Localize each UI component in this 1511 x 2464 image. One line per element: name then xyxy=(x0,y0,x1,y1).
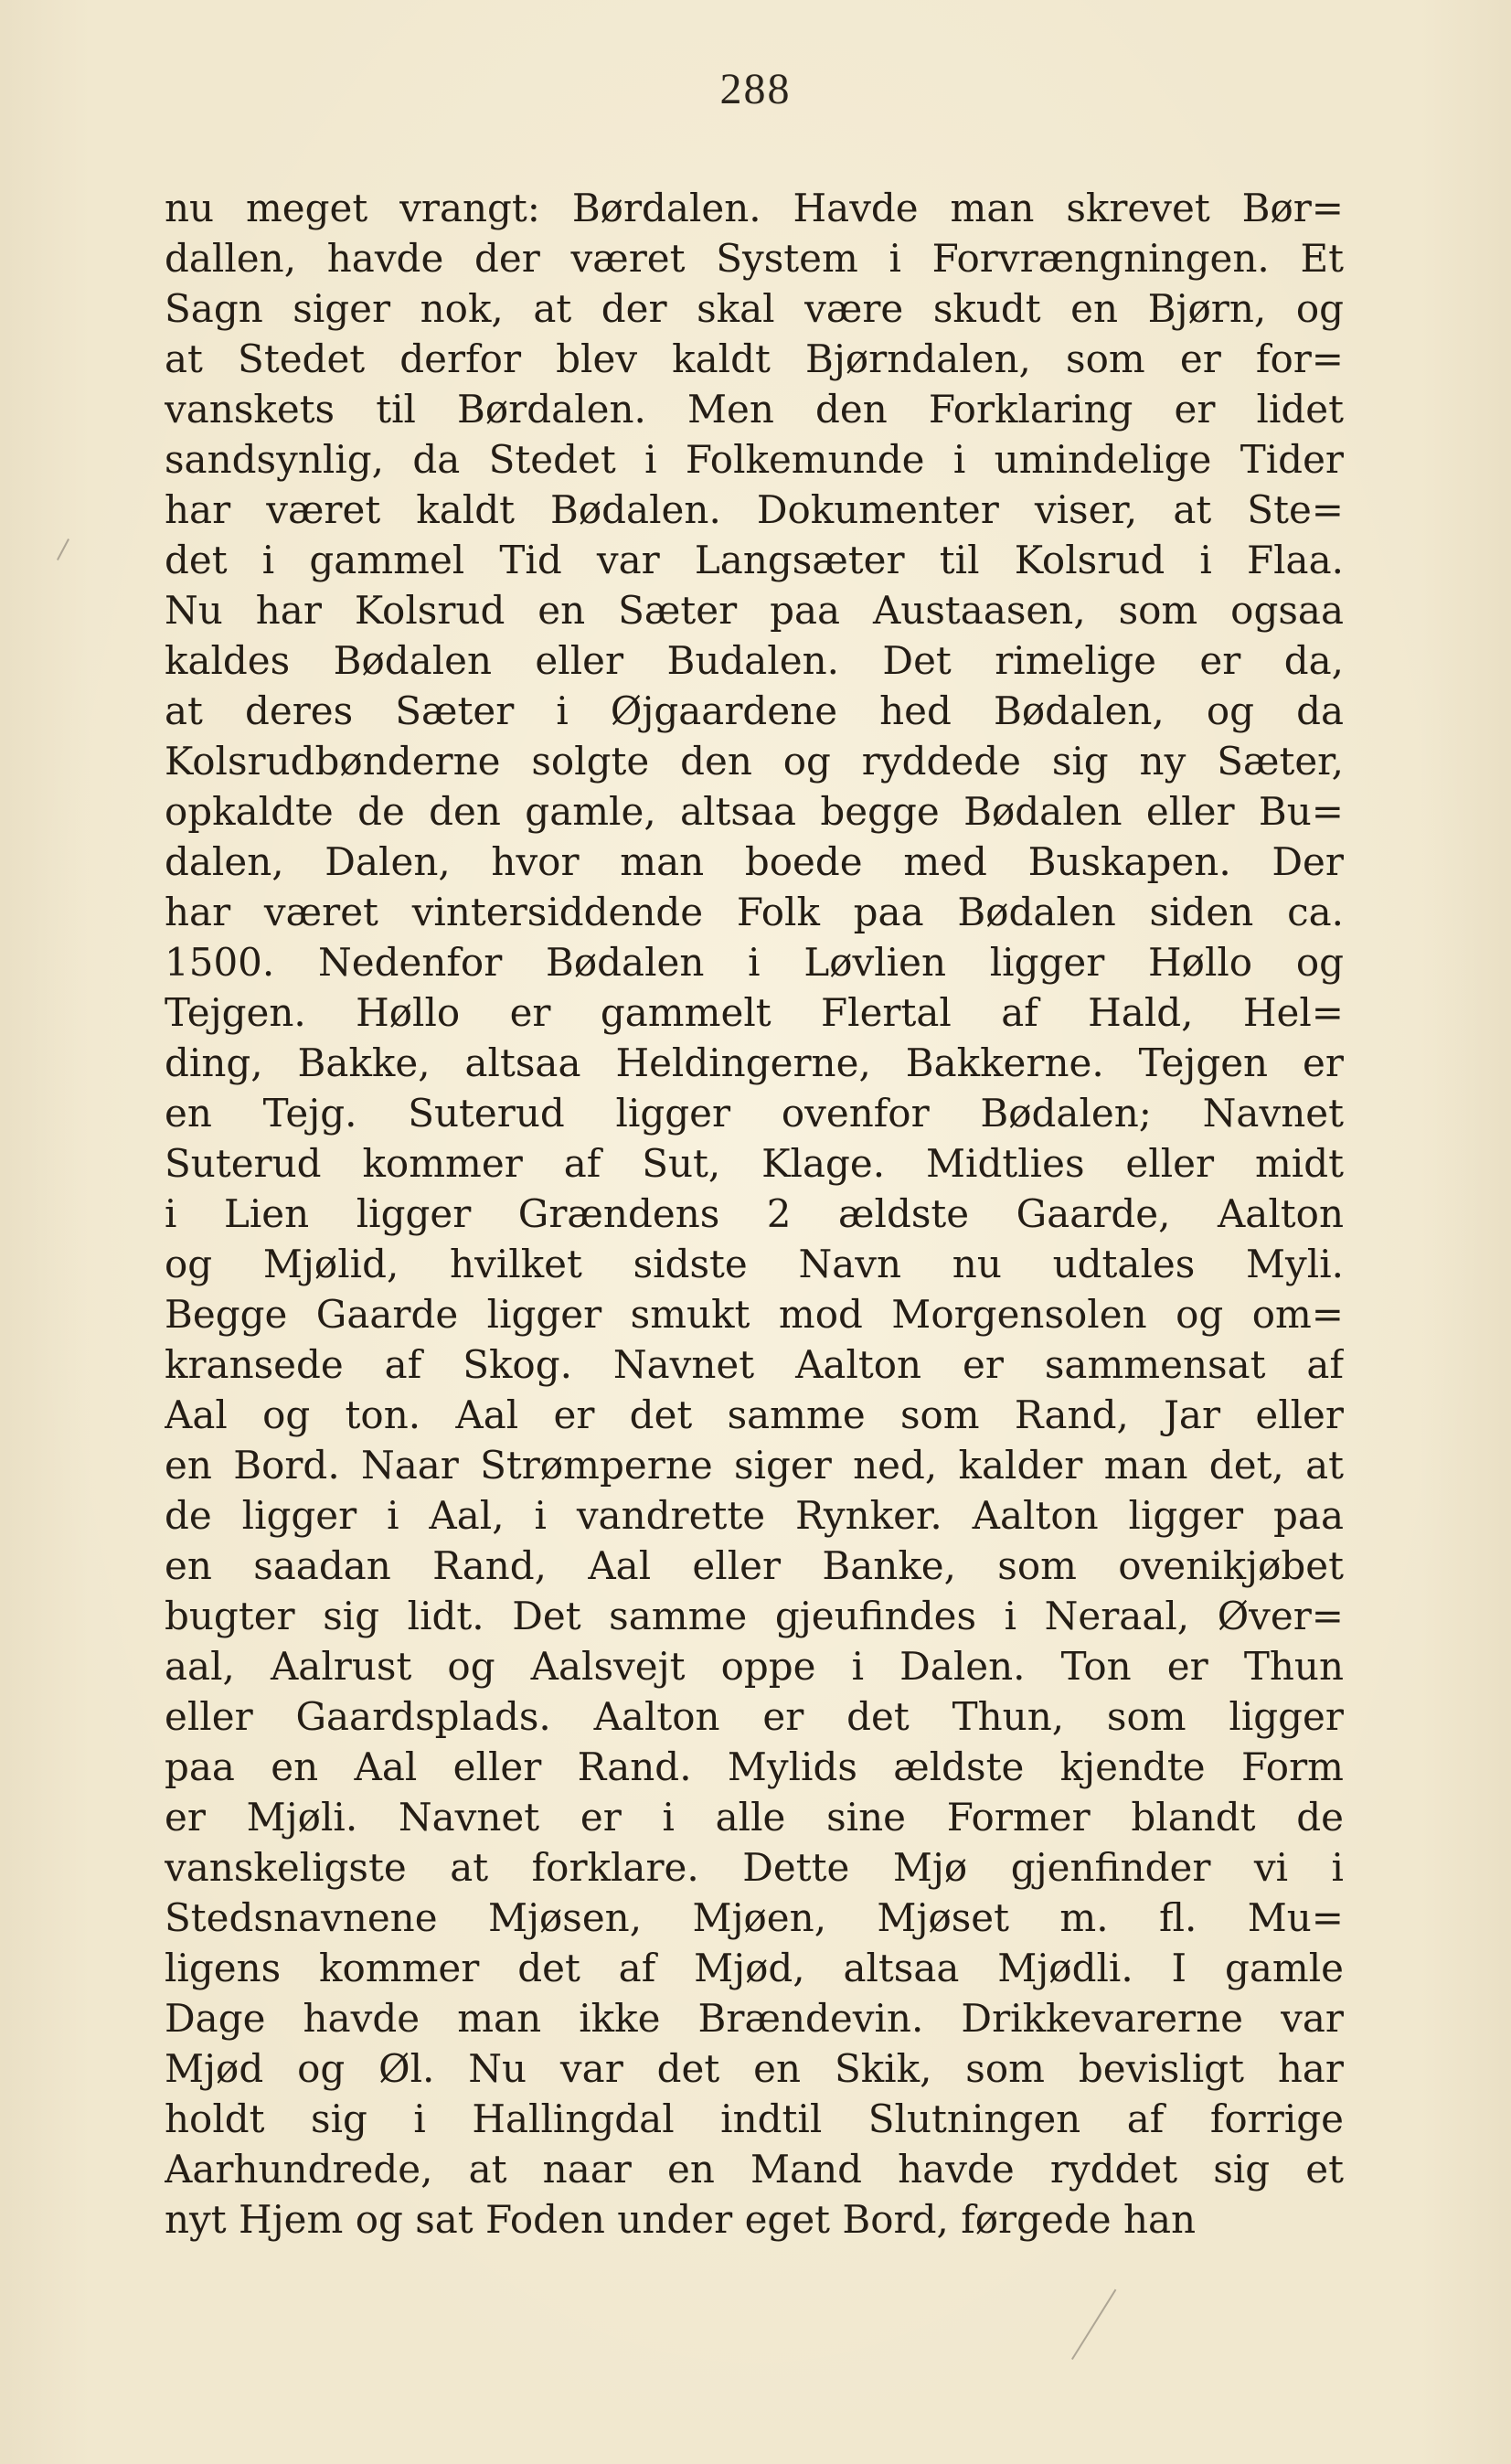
text-line: Kolsrudbønderne solgte den og ryddede sig ny Sæter, xyxy=(165,739,1344,784)
text-line: en saadan Rand, Aal eller Banke, som ovenikjøbet xyxy=(165,1543,1344,1588)
text-line: Aal og ton. Aal er det samme som Rand, Jar eller xyxy=(165,1392,1344,1437)
text-line: kaldes Bødalen eller Budalen. Det rimelige er da, xyxy=(165,638,1344,683)
text-line: kransede af Skog. Navnet Aalton er sammensat af xyxy=(165,1342,1344,1387)
text-line: 1500. Nedenfor Bødalen i Løvlien ligger Høllo og xyxy=(165,940,1344,985)
text-line: ding, Bakke, altsaa Heldingerne, Bakkerne. Tejgen er xyxy=(165,1040,1344,1085)
text-line: Stedsnavnene Mjøsen, Mjøen, Mjøset m. fl. Mu= xyxy=(165,1895,1344,1940)
text-line: aal, Aalrust og Aalsvejt oppe i Dalen. Ton er Thun xyxy=(165,1644,1344,1689)
text-line: en Tejg. Suterud ligger ovenfor Bødalen; Navnet xyxy=(165,1091,1344,1136)
body-text xyxy=(165,183,1344,2245)
text-line: Mjød og Øl. Nu var det en Skik, som bevisligt har xyxy=(165,2046,1344,2091)
text-line: de ligger i Aal, i vandrette Rynker. Aalton ligger paa xyxy=(165,1493,1344,1538)
text-line: Sagn siger nok, at der skal være skudt en Bjørn, og xyxy=(165,286,1344,331)
text-line: opkaldte de den gamle, altsaa begge Bødalen eller Bu= xyxy=(165,789,1344,834)
text-line: Dage havde man ikke Brændevin. Drikkevarerne var xyxy=(165,1996,1344,2041)
text-line: at deres Sæter i Øjgaardene hed Bødalen, og da xyxy=(165,688,1344,733)
text-line: ligens kommer det af Mjød, altsaa Mjødli. I gamle xyxy=(165,1946,1344,1990)
text-line: en Bord. Naar Strømperne siger ned, kalder man det, at xyxy=(165,1443,1344,1488)
text-line: Nu har Kolsrud en Sæter paa Austaasen, som ogsaa xyxy=(165,588,1344,633)
text-line: det i gammel Tid var Langsæter til Kolsrud i Flaa. xyxy=(165,538,1344,582)
text-line: sandsynlig, da Stedet i Folkemunde i umindelige Tider xyxy=(165,437,1344,482)
text-line: paa en Aal eller Rand. Mylids ældste kjendte Form xyxy=(165,1744,1344,1789)
page-number: 288 xyxy=(719,65,792,113)
text-line: og Mjølid, hvilket sidste Navn nu udtales Myli. xyxy=(165,1242,1344,1286)
text-line: har været vintersiddende Folk paa Bødalen siden ca. xyxy=(165,890,1344,934)
text-line: holdt sig i Hallingdal indtil Slutningen af forrige xyxy=(165,2096,1344,2141)
text-line: dallen, havde der været System i Forvrængningen. Et xyxy=(165,236,1344,281)
text-line: at Stedet derfor blev kaldt Bjørndalen, som er for= xyxy=(165,336,1344,381)
pencil-mark-bottom xyxy=(1071,2289,1116,2360)
text-line: eller Gaardsplads. Aalton er det Thun, som ligger xyxy=(165,1694,1344,1739)
pencil-mark-margin xyxy=(57,539,69,560)
text-line: Tejgen. Høllo er gammelt Flertal af Hald, Hel= xyxy=(165,990,1344,1035)
text-line: dalen, Dalen, hvor man boede med Buskapen. Der xyxy=(165,839,1344,884)
text-line: vanskets til Børdalen. Men den Forklaring er lidet xyxy=(165,387,1344,432)
text-line: Begge Gaarde ligger smukt mod Morgensolen og om= xyxy=(165,1292,1344,1337)
text-line: bugter sig lidt. Det samme gjeufindes i Neraal, Øver= xyxy=(165,1594,1344,1638)
text-line: vanskeligste at forklare. Dette Mjø gjenfinder vi i xyxy=(165,1845,1344,1890)
text-line: nyt Hjem og sat Foden under eget Bord, førgede han xyxy=(165,2197,1197,2242)
text-line: i Lien ligger Grændens 2 ældste Gaarde, Aalton xyxy=(165,1191,1344,1236)
text-line: nu meget vrangt: Børdalen. Havde man skrevet Bør= xyxy=(165,186,1344,230)
text-line: er Mjøli. Navnet er i alle sine Former blandt de xyxy=(165,1795,1344,1840)
text-line: har været kaldt Bødalen. Dokumenter viser, at Ste= xyxy=(165,487,1344,532)
text-line: Aarhundrede, at naar en Mand havde ryddet sig et xyxy=(165,2147,1344,2192)
text-line: Suterud kommer af Sut, Klage. Midtlies eller midt xyxy=(165,1141,1344,1186)
